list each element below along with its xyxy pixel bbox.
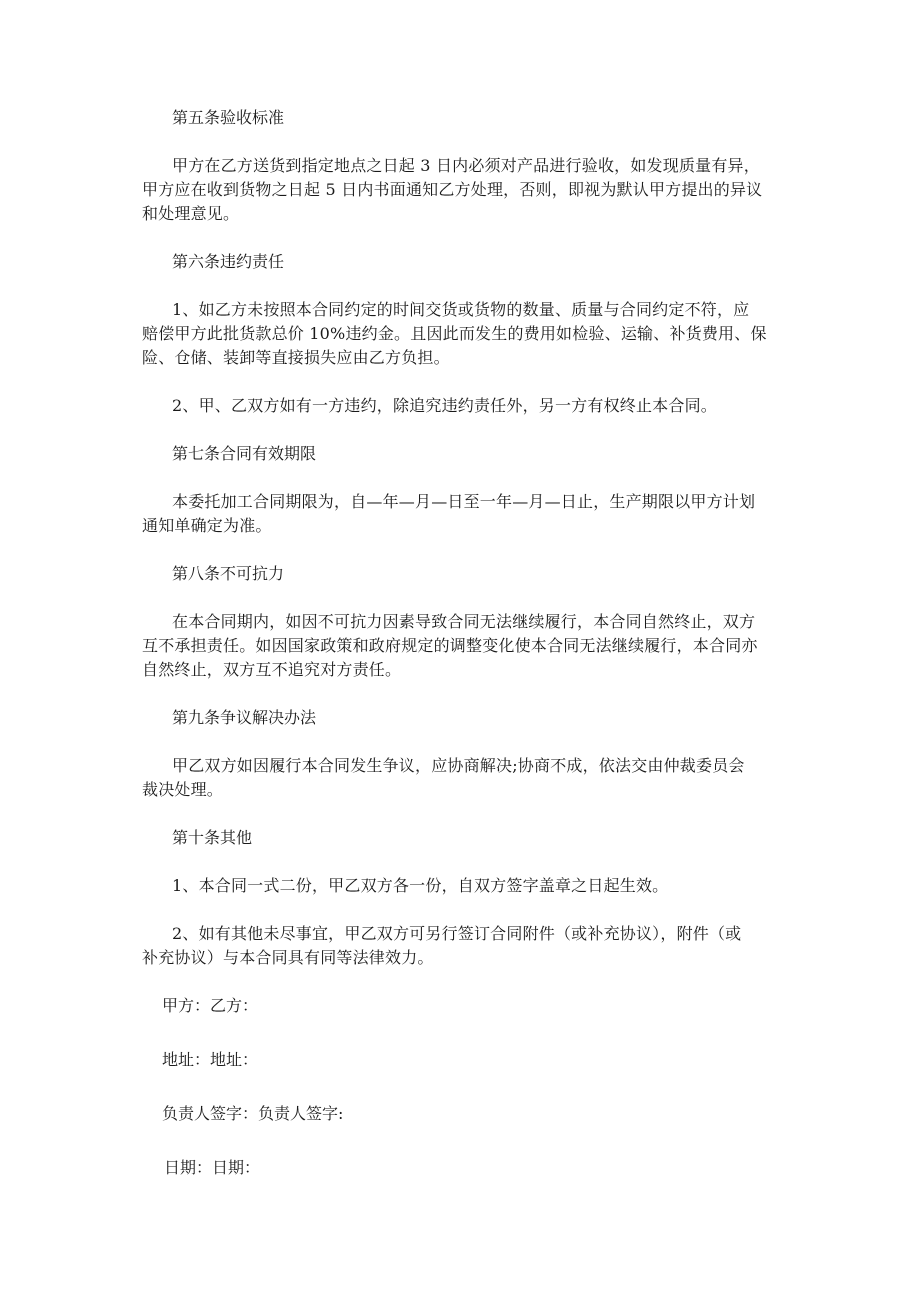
article5-line-3: 和处理意见。	[142, 204, 240, 223]
article9-line-2: 裁决处理。	[142, 780, 224, 799]
article5-line-1: 甲方在乙方送货到指定地点之日起 3 日内必须对产品进行验收，如发现质量有异，	[172, 156, 760, 175]
article10-heading: 第十条其他	[172, 828, 253, 847]
article6-item1-line-3: 险、仓储、装卸等直接损失应由乙方负担。	[142, 348, 450, 367]
article5-heading: 第五条验收标准	[172, 108, 285, 127]
article9-heading: 第九条争议解决办法	[172, 708, 317, 727]
article9-paragraph	[142, 754, 782, 802]
article10-item1	[170, 874, 782, 898]
article10-item1-line-1: 1、本合同一式二份，甲乙双方各一份，自双方签字盖章之日起生效。	[172, 876, 669, 895]
article6-item1	[142, 298, 782, 370]
article6-item2	[170, 394, 782, 418]
article7-line-2: 通知单确定为准。	[142, 516, 272, 535]
article7-paragraph	[142, 490, 782, 538]
article8-line-3: 自然终止，双方互不追究对方责任。	[142, 660, 402, 679]
article6-item2-line-1: 2、甲、乙双方如有一方违约，除追究违约责任外，另一方有权终止本合同。	[172, 396, 717, 415]
signature-date: 日期：日期：	[164, 1158, 261, 1177]
article8-line-2: 互不承担责任。如因国家政策和政府规定的调整变化使本合同无法继续履行，本合同亦	[142, 636, 758, 655]
signature-address: 地址：地址：	[162, 1050, 259, 1069]
signature-signers: 负责人签字：负责人签字:	[162, 1104, 344, 1123]
article10-item2-line-2: 补充协议）与本合同具有同等法律效力。	[142, 948, 434, 967]
article6-item1-line-1: 1、如乙方未按照本合同约定的时间交货或货物的数量、质量与合同约定不符，应	[172, 300, 750, 319]
article10-item2	[142, 922, 782, 970]
article8-paragraph	[142, 610, 782, 682]
article6-heading: 第六条违约责任	[172, 252, 285, 271]
article7-heading: 第七条合同有效期限	[172, 444, 317, 463]
article8-line-1: 在本合同期内，如因不可抗力因素导致合同无法继续履行，本合同自然终止，双方	[172, 612, 756, 631]
article5-line-2: 甲方应在收到货物之日起 5 日内书面通知乙方处理，否则，即视为默认甲方提出的异议	[142, 180, 763, 199]
article7-line-1: 本委托加工合同期限为，自—年—月—日至一年—月—日止，生产期限以甲方计划	[172, 492, 756, 511]
contract-body	[142, 106, 782, 1210]
article10-item2-line-1: 2、如有其他未尽事宜，甲乙双方可另行签订合同附件（或补充协议），附件（或	[172, 924, 742, 943]
article5-paragraph	[142, 154, 782, 226]
signature-parties: 甲方：乙方：	[162, 996, 259, 1015]
article6-item1-line-2: 赔偿甲方此批货款总价 10%违约金。且因此而发生的费用如检验、运输、补货费用、保	[142, 324, 767, 343]
article8-heading: 第八条不可抗力	[172, 564, 285, 583]
article9-line-1: 甲乙双方如因履行本合同发生争议，应协商解决;协商不成，依法交由仲裁委员会	[172, 756, 745, 775]
